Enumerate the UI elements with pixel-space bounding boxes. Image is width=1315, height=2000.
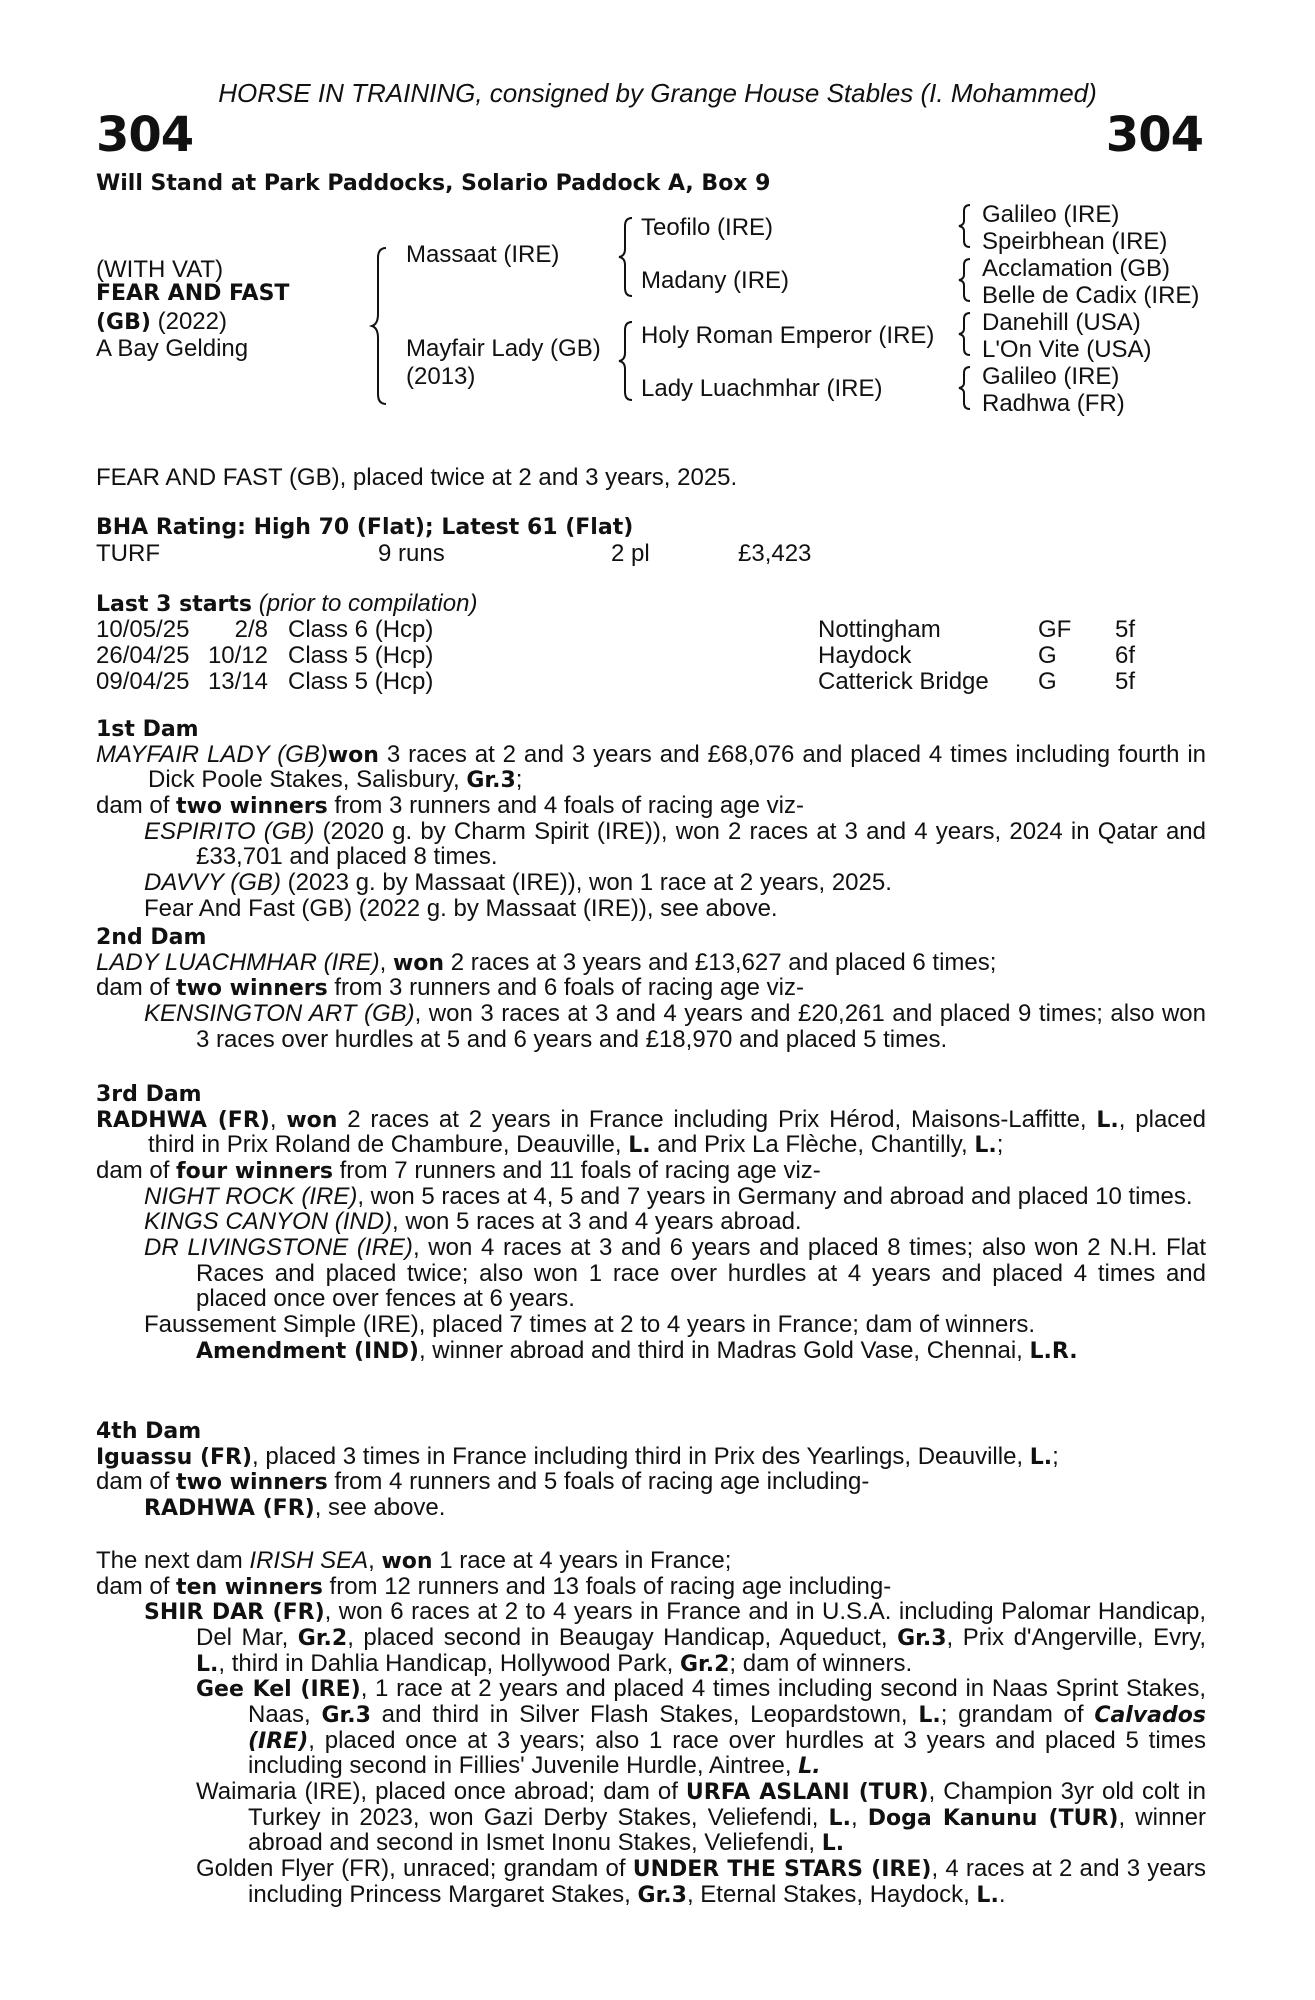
winners-count: two winners (176, 976, 328, 1002)
horse-year: (2022) (150, 308, 227, 335)
winners-count: two winners (176, 1470, 328, 1496)
dam-dam: Lady Luachmhar (IRE) (641, 375, 883, 402)
pedigree-brace-dam (618, 320, 638, 402)
dam-name: RADHWA (FR) (96, 1107, 270, 1133)
text: , placed second in Beaugay Handicap, Aqueduct, (347, 1624, 898, 1652)
race-grade: L. (976, 1882, 999, 1908)
race-grade: Gr.3 (466, 768, 516, 794)
start-distance: 5f (1115, 616, 1136, 643)
offspring-entry: Fear And Fast (GB) (2022 g. by Massaat (IRE)), see above. (144, 894, 778, 922)
horse-name: FEAR AND FAST (96, 281, 290, 306)
surface: TURF (96, 540, 160, 567)
start-date: 10/05/25 (96, 616, 190, 643)
start-going: G (1038, 668, 1057, 695)
start-date: 09/04/25 (96, 668, 190, 695)
horse-country: (GB) (96, 310, 151, 335)
race-grade: L. (628, 1133, 651, 1159)
offspring-name: UNDER THE STARS (IRE) (632, 1857, 932, 1883)
text: from 3 runners and 4 foals of racing age viz- (327, 791, 804, 819)
race-grade: L.R. (1029, 1338, 1078, 1364)
first-dam-section (96, 718, 1206, 921)
text: ; grandam of (940, 1701, 1095, 1729)
pedigree-brace-g3 (958, 312, 976, 356)
offspring-text: , won 5 races at 4, 5 and 7 years in Germany and abroad and placed 10 times. (357, 1182, 1193, 1210)
race-grade: L. (974, 1133, 997, 1159)
start-position: 2/8 (234, 616, 268, 643)
text: 1 race at 4 years in France; (432, 1547, 732, 1574)
punct: , (368, 1547, 382, 1574)
punct: , (850, 1803, 868, 1831)
race-grade: Gr.3 (321, 1703, 371, 1729)
grand-offspring-entry (96, 1856, 1206, 1907)
fourth-dam-section (96, 1420, 1206, 1521)
offspring-text: (2020 g. by Charm Spirit (IRE)), won 2 races at 3 and 4 years, 2024 in Qatar and £33,701 and placed 8 times. (196, 817, 1207, 871)
offspring-name: URFA ASLANI (TUR) (685, 1780, 929, 1806)
gg-8: Radhwa (FR) (982, 390, 1125, 417)
dam-record (96, 1444, 1206, 1470)
start-distance: 5f (1115, 668, 1136, 695)
race-grade: L. (196, 1651, 219, 1677)
offspring-entry (96, 1001, 1206, 1052)
gg-1: Galileo (IRE) (982, 201, 1120, 228)
race-grade: L. (918, 1703, 941, 1729)
grand-offspring-entry (96, 1338, 1206, 1364)
text: , 4 races at 2 and 3 years including Princess Margaret Stakes, (248, 1855, 1206, 1908)
consignor-line: HORSE IN TRAINING, consigned by Grange House Stables (I. Mohammed) (218, 78, 1097, 108)
won-word: won (392, 950, 445, 976)
start-going: G (1038, 642, 1057, 669)
gg-2: Speirbhean (IRE) (982, 228, 1168, 255)
text: ; dam of winners. (729, 1649, 913, 1677)
produce-intro (96, 1469, 1206, 1495)
start-distance: 6f (1115, 642, 1136, 669)
race-grade: Gr.2 (679, 1651, 730, 1677)
start-position: 10/12 (207, 642, 268, 669)
section-title: 1st Dam (96, 717, 199, 742)
text: , third in Dahlia Handicap, Hollywood Park, (218, 1649, 680, 1677)
text: , 1 race at 2 years and placed 4 times including second in Naas Sprint Stakes, Naas, (248, 1675, 1207, 1729)
start-course: Nottingham (818, 616, 941, 643)
winners-count: two winners (176, 793, 328, 819)
offspring-text: , winner abroad and third in Madras Gold Vase, Chennai, (418, 1336, 1030, 1364)
text: , placed third in Prix Roland de Chambure, Deauville, (148, 1105, 1207, 1159)
winners-count: four winners (176, 1158, 333, 1184)
start-position: 13/14 (207, 668, 268, 695)
punct: ; (515, 766, 523, 794)
offspring-name: DAVVY (GB) (144, 868, 281, 896)
won-word: won (286, 1107, 338, 1133)
offspring-name: RADHWA (FR) (144, 1495, 315, 1521)
offspring-entry (96, 1235, 1206, 1312)
horse-origin-year (96, 309, 227, 335)
race-grade: L. (1096, 1107, 1119, 1133)
sire-name: Massaat (IRE) (406, 241, 560, 268)
text: dam of (96, 1156, 177, 1184)
start-going: GF (1038, 616, 1072, 643)
race-grade: L. (798, 1754, 821, 1780)
produce-intro (96, 1574, 1206, 1600)
second-dam-section (96, 926, 1206, 1052)
offspring-name: Amendment (IND) (196, 1338, 419, 1364)
text: dam of (96, 1572, 177, 1600)
text: , Eternal Stakes, Haydock, (686, 1880, 977, 1908)
gg-7: Galileo (IRE) (982, 363, 1120, 390)
text: Waimaria (IRE), placed once abroad; dam of (196, 1778, 686, 1806)
start-class: Class 6 (Hcp) (288, 616, 434, 643)
race-grade: L. (828, 1805, 851, 1831)
dam-name: IRISH SEA (249, 1547, 369, 1574)
text: , placed 3 times in France including third in Prix des Yearlings, Deauville, (252, 1442, 1030, 1470)
offspring-name: Gee Kel (IRE) (196, 1677, 361, 1703)
gg-5: Danehill (USA) (982, 309, 1141, 336)
gg-4: Belle de Cadix (IRE) (982, 282, 1200, 309)
race-grade: Gr.3 (637, 1882, 687, 1908)
stable-location: Will Stand at Park Paddocks, Solario Paddock A, Box 9 (96, 171, 771, 196)
pedigree-brace-g1 (958, 204, 976, 248)
text: dam of (96, 974, 177, 1002)
offspring-name: NIGHT ROCK (IRE) (144, 1182, 358, 1210)
vat-note: (WITH VAT) (96, 256, 224, 283)
record-text: 2 races at 3 years and £13,627 and placed 6 times; (444, 948, 997, 976)
race-grade: L. (1029, 1444, 1053, 1470)
text: The next dam (96, 1547, 250, 1574)
offspring-name: ESPIRITO (GB) (144, 817, 315, 845)
offspring-text: (2023 g. by Massaat (IRE)), won 1 race at 2 years, 2025. (280, 868, 892, 896)
pedigree-brace-g2 (958, 258, 976, 302)
earnings: £3,423 (738, 540, 812, 567)
placed-count: 2 pl (611, 540, 650, 567)
produce-intro (96, 793, 1206, 819)
offspring-name: SHIR DAR (FR) (144, 1600, 325, 1626)
dam-name: LADY LUACHMHAR (IRE) (96, 948, 380, 976)
section-title: 2nd Dam (96, 925, 207, 950)
pedigree-brace-main (372, 246, 392, 406)
dam-name: Mayfair Lady (GB) (406, 335, 601, 362)
lot-number-right: 304 (1105, 107, 1203, 163)
offspring-entry (96, 819, 1206, 870)
punct: ; (1052, 1442, 1059, 1470)
offspring-text: , won 5 races at 3 and 4 years abroad. (392, 1208, 802, 1236)
sire-sire: Teofilo (IRE) (641, 214, 774, 241)
next-dam-section (96, 1548, 1206, 1907)
section-title: 4th Dam (96, 1419, 202, 1444)
text: from 3 runners and 6 foals of racing age viz- (327, 974, 804, 1002)
dam-record (96, 742, 1206, 793)
text: , placed once at 3 years; also 1 race over hurdles at 3 years and placed 5 times including second in Fillies' Juvenile Hurdle, Aintree, (248, 1726, 1206, 1780)
offspring-entry (96, 1184, 1206, 1210)
offspring-text: , won 3 races at 3 and 4 years and £20,261 and placed 9 times; also won 3 races over hurdles at 5 and 6 years and £18,970 and placed 5 times. (196, 999, 1206, 1053)
race-grade: Gr.2 (297, 1626, 348, 1652)
dam-record (96, 1548, 1206, 1574)
last-starts-title: Last 3 starts (96, 592, 253, 617)
punct: ; (996, 1131, 1004, 1159)
third-dam-section (96, 1083, 1206, 1363)
offspring-entry: Faussement Simple (IRE), placed 7 times at 2 to 4 years in France; dam of winners. (144, 1310, 1036, 1338)
sire-dam: Madany (IRE) (641, 267, 790, 294)
start-date: 26/04/25 (96, 642, 190, 669)
pedigree-brace-sire (618, 216, 638, 298)
text: from 7 runners and 11 foals of racing age viz- (332, 1156, 821, 1184)
text: 2 races at 2 years in France including Prix Hérod, Maisons-Laffitte, (337, 1105, 1097, 1133)
text: and Prix La Flèche, Chantilly, (650, 1131, 975, 1159)
section-title: 3rd Dam (96, 1082, 202, 1107)
dam-name: Iguassu (FR) (96, 1444, 253, 1470)
text: dam of (96, 1468, 177, 1496)
offspring-name: Calvados (IRE) (248, 1703, 1206, 1754)
offspring-text: , see above. (314, 1493, 446, 1521)
offspring-entry (96, 1495, 1206, 1521)
horse-description: A Bay Gelding (96, 335, 249, 362)
text: , Champion 3yr old colt in Turkey in 2023, won Gazi Derby Stakes, Veliefendi, (248, 1778, 1207, 1831)
gg-3: Acclamation (GB) (982, 255, 1171, 282)
dam-year: (2013) (406, 363, 476, 390)
offspring-entry (96, 1599, 1206, 1676)
text: from 12 runners and 13 foals of racing age including- (322, 1572, 892, 1600)
offspring-text: , won 4 races at 3 and 6 years and placed 8 times; also won 2 N.H. Flat Races and placed twice; also won 1 race over hurdles at 4 years and placed 4 times and placed once over fences at 6 years. (196, 1233, 1206, 1313)
gg-6: L'On Vite (USA) (982, 336, 1152, 363)
start-course: Catterick Bridge (818, 668, 989, 695)
start-course: Haydock (818, 642, 912, 669)
dam-name: MAYFAIR LADY (GB) (96, 740, 328, 768)
winners-count: ten winners (176, 1574, 323, 1600)
grand-offspring-entry (96, 1676, 1206, 1779)
won-word: won (381, 1549, 433, 1574)
last-starts-heading (96, 591, 477, 617)
punct: . (998, 1880, 1006, 1908)
text: , winner abroad and second in Ismet Inonu Stakes, Veliefendi, (248, 1803, 1206, 1857)
text: from 4 runners and 5 foals of racing age including- (327, 1468, 870, 1496)
start-class: Class 5 (Hcp) (288, 668, 434, 695)
offspring-name: Doga Kanunu (TUR) (867, 1805, 1119, 1831)
won-word: won (327, 742, 379, 768)
last-starts-note: (prior to compilation) (258, 590, 478, 617)
offspring-entry (96, 1209, 1206, 1235)
dam-sire: Holy Roman Emperor (IRE) (641, 322, 935, 349)
pedigree-brace-g4 (958, 366, 976, 410)
offspring-entry (96, 870, 1206, 896)
offspring-name: KENSINGTON ART (GB) (144, 999, 415, 1027)
produce-intro (96, 975, 1206, 1001)
text: and third in Silver Flash Stakes, Leopardstown, (370, 1701, 919, 1729)
offspring-name: KINGS CANYON (IND) (144, 1208, 393, 1236)
grand-offspring-entry (96, 1779, 1206, 1856)
runs: 9 runs (378, 540, 445, 567)
offspring-name: DR LIVINGSTONE (IRE) (144, 1233, 413, 1261)
race-grade: L. (821, 1831, 845, 1857)
dam-record: RADHWA (FR), won 2 races at 2 years in France including Prix Hérod, Maisons-Laffitte, L., placed third in Prix Roland de Chambure, Deauville, L. and Prix La Flèche, Chantilly, L.; (96, 1105, 1207, 1159)
produce-intro (96, 1158, 1206, 1184)
start-class: Class 5 (Hcp) (288, 642, 434, 669)
dam-record: LADY LUACHMHAR (IRE), won 2 races at 3 years and £13,627 and placed 6 times; (96, 948, 997, 976)
race-summary: FEAR AND FAST (GB), placed twice at 2 and 3 years, 2025. (96, 464, 738, 491)
text: Golden Flyer (FR), unraced; grandam of (196, 1855, 633, 1883)
race-grade: Gr.3 (897, 1626, 947, 1652)
record-text: 3 races at 2 and 3 years and £68,076 and placed 4 times including fourth in Dick Poole Stakes, Salisbury, (148, 740, 1207, 794)
text: , Prix d'Angerville, Evry, (946, 1624, 1206, 1652)
text: dam of (96, 791, 177, 819)
text: , won 6 races at 2 to 4 years in France and in U.S.A. including Palomar Handicap, Del Mar, (196, 1598, 1206, 1652)
bha-rating: BHA Rating: High 70 (Flat); Latest 61 (Flat) (96, 515, 634, 540)
lot-number-left: 304 (96, 107, 194, 163)
